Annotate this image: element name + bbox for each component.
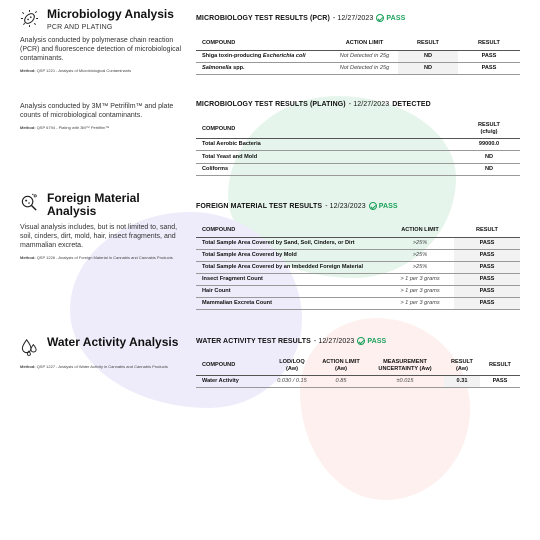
column-header: RESULT: [417, 40, 439, 47]
foreign-material-method: Method: QSP 1226 - Analysis of Foreign Material in Cannabis and Cannabis Products: [20, 255, 173, 260]
pcr-results-heading: MICROBIOLOGY TEST RESULTS (PCR) - 12/27/2023 PASS: [196, 14, 406, 22]
table-row: [196, 273, 520, 285]
microbiology-heading: [20, 8, 190, 31]
pcr-status-badge: PASS: [376, 14, 405, 22]
table-row: [196, 261, 520, 273]
action-limit-cell: > 1 per 3 grams: [400, 288, 440, 294]
microbiology-subtitle: PCR AND PLATING: [47, 24, 113, 31]
compound-cell: Water Activity: [202, 378, 239, 384]
column-header: ACTION LIMIT: [401, 227, 439, 234]
column-header: RESULT: [476, 227, 498, 234]
plating-results-section: [196, 101, 520, 176]
compound-cell: Total Sample Area Covered by an Imbedded Foreign Material: [202, 264, 364, 270]
foreign-material-status-badge: PASS: [369, 202, 398, 210]
water-activity-heading: [20, 336, 190, 356]
column-header: RESULT (Aw): [451, 358, 473, 372]
result-cell: 99000.0: [478, 141, 500, 148]
pcr-results-table: [196, 37, 520, 75]
check-circle-icon: [369, 202, 377, 210]
check-circle-icon: [376, 14, 384, 22]
action-limit-cell: > 1 per 3 grams: [400, 276, 440, 282]
foreign-material-results-heading: FOREIGN MATERIAL TEST RESULTS - 12/23/2023 PASS: [196, 202, 398, 210]
compound-cell: Insect Fragment Count: [202, 276, 263, 282]
water-drops-icon: [20, 337, 39, 356]
water-activity-results-heading: WATER ACTIVITY TEST RESULTS - 12/27/2023 PASS: [196, 337, 387, 345]
table-row: [196, 163, 520, 176]
plating-status-badge: DETECTED: [392, 101, 431, 108]
compound-cell: Salmonella spp.: [202, 65, 245, 71]
plating-results-heading: MICROBIOLOGY TEST RESULTS (PLATING) - 12/27/2023 DETECTED: [196, 101, 431, 108]
status-cell: PASS: [454, 261, 520, 273]
plating-section-info: [20, 102, 190, 131]
measurement-uncertainty-cell: ±0.015: [396, 378, 414, 384]
table-row: [196, 62, 520, 74]
foreign-material-section-info: [20, 192, 190, 261]
status-cell: PASS: [492, 378, 508, 384]
action-limit-cell: > 1 per 3 grams: [400, 300, 440, 306]
column-header: RESULT: [478, 40, 500, 47]
table-row: [196, 285, 520, 297]
action-limit-cell: Not Detected in 25g: [339, 65, 390, 71]
microbiology-title: Microbiology Analysis: [47, 7, 174, 21]
result-cell: ND: [398, 50, 458, 62]
result-cell: ND: [484, 166, 494, 173]
table-row: [196, 151, 520, 164]
water-activity-results-table: [196, 357, 520, 388]
result-cell: ND: [398, 62, 458, 74]
bacteria-icon: [20, 9, 39, 28]
compound-cell: Hair Count: [202, 288, 231, 294]
plating-description: Analysis conducted by 3M™ Petrifilm™ and plate counts of microbiological contaminants.: [20, 103, 174, 119]
column-header: COMPOUND: [202, 227, 236, 234]
column-header: ACTION LIMIT: [345, 40, 384, 47]
result-cell: ND: [484, 153, 494, 160]
water-activity-status-badge: PASS: [357, 337, 386, 345]
check-circle-icon: [357, 337, 365, 345]
foreign-material-results-table: [196, 224, 520, 310]
column-header: LOD/LOQ (Aw): [279, 358, 305, 372]
compound-cell: Total Sample Area Covered by Mold: [202, 252, 297, 258]
status-cell: PASS: [481, 53, 497, 59]
column-header: RESULT (cfu/g): [478, 121, 500, 135]
lod-loq-cell: 0.030 / 0.15: [277, 378, 307, 384]
table-row: [196, 249, 520, 261]
action-limit-cell: 0.85: [335, 378, 347, 384]
compound-cell: Total Aerobic Bacteria: [202, 141, 261, 148]
column-header: COMPOUND: [202, 362, 236, 369]
table-row: [196, 375, 520, 387]
plating-method: Method: QSP 6794 - Plating with 3M™ Petrifilm™: [20, 125, 110, 130]
status-cell: PASS: [454, 297, 520, 309]
action-limit-cell: >25%: [412, 264, 428, 270]
compound-cell: Coliforms: [202, 166, 229, 173]
microbiology-description: Analysis conducted by polymerase chain reaction (PCR) and fluorescence detection of microbiological contaminants.: [20, 37, 182, 62]
column-header: COMPOUND: [202, 40, 236, 47]
status-cell: PASS: [454, 237, 520, 249]
action-limit-cell: >25%: [412, 252, 428, 258]
water-activity-section-info: [20, 336, 190, 370]
column-header: COMPOUND: [202, 125, 236, 132]
foreign-material-title: Foreign Material Analysis: [47, 191, 140, 218]
column-header: ACTION LIMIT (Aw): [322, 358, 360, 372]
water-activity-method: Method: QSP 1227 - Analysis of Water Activity in Cannabis and Cannabis Products: [20, 364, 168, 369]
table-row: [196, 237, 520, 249]
water-activity-title: Water Activity Analysis: [47, 335, 179, 349]
microbiology-section-info: [20, 8, 190, 74]
status-cell: PASS: [454, 285, 520, 297]
compound-cell: Total Sample Area Covered by Sand, Soil, Cinders, or Dirt: [202, 240, 355, 246]
result-cell: 0.31: [444, 375, 480, 387]
compound-cell: Total Yeast and Mold: [202, 153, 258, 160]
column-header: RESULT: [489, 362, 511, 369]
table-row: [196, 50, 520, 62]
table-row: [196, 138, 520, 151]
magnifier-icon: [20, 193, 39, 212]
water-activity-results-section: [196, 337, 520, 388]
column-header: MEASUREMENT UNCERTAINTY (Aw): [378, 358, 432, 372]
status-cell: PASS: [454, 249, 520, 261]
action-limit-cell: >25%: [412, 240, 428, 246]
foreign-material-description: Visual analysis includes, but is not limited to, sand, soil, cinders, dirt, mold, hair, insect fragments, and mammalian excreta.: [20, 224, 178, 249]
foreign-material-heading: [20, 192, 190, 218]
foreign-material-results-section: [196, 202, 520, 310]
pcr-results-section: [196, 14, 520, 75]
plating-results-table: [196, 120, 520, 176]
status-cell: PASS: [454, 273, 520, 285]
status-cell: PASS: [481, 65, 497, 71]
action-limit-cell: Not Detected in 25g: [339, 53, 390, 59]
table-row: [196, 297, 520, 309]
compound-cell: Shiga toxin-producing Escherichia coli: [202, 53, 306, 59]
microbiology-method: Method: QSP 1221 - Analysis of Microbiological Contaminants: [20, 68, 132, 73]
compound-cell: Mammalian Excreta Count: [202, 300, 272, 306]
